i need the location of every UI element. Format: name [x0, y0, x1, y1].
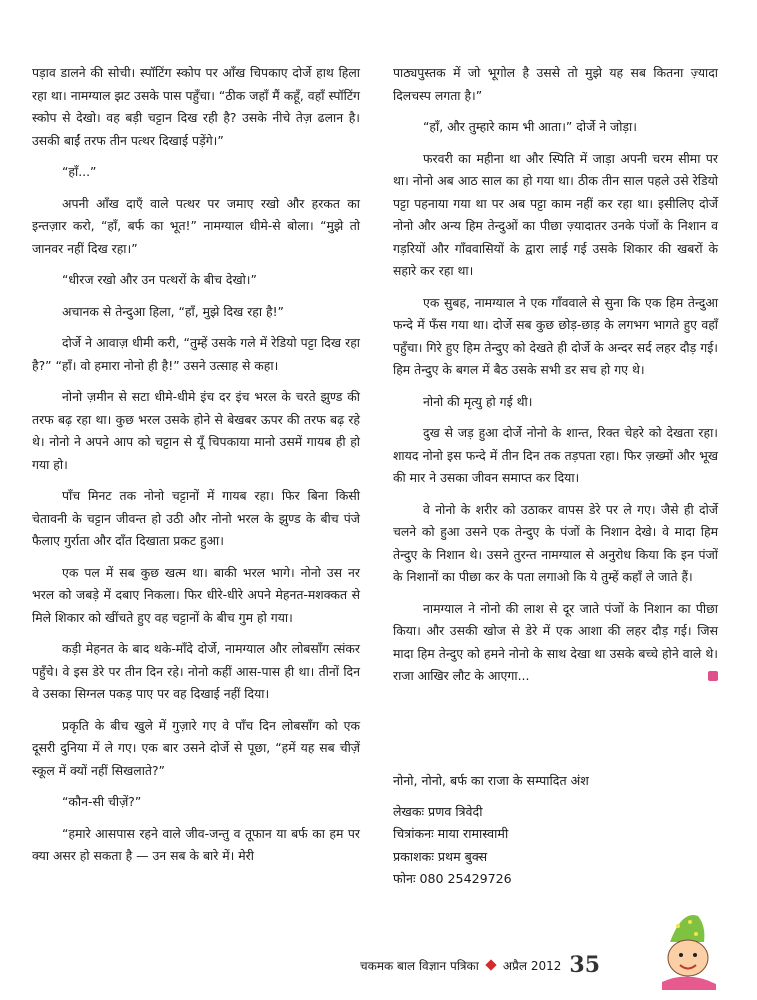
- paragraph: नोनो ज़मीन से सटा धीमे-धीमे इंच दर इंच भरल के चरते झुण्ड की तरफ बढ़ रहा था। कुछ भरल उसके होने से बेखबर ऊपर की तरफ बढ़ रहे थे। नोनो ने अपने आप को चट्टान से यूँ चिपकाया मानो उसमें गायब ही हो गया हो।: [32, 389, 360, 472]
- page-number: 35: [569, 952, 601, 978]
- diamond-icon: [485, 959, 496, 970]
- paragraph: “हाँ...”: [62, 164, 97, 179]
- end-of-article-icon: [708, 671, 718, 681]
- paragraph: “हमारे आसपास रहने वाले जीव-जन्तु व तूफान या बर्फ का हम पर क्या असर हो सकता है — उन सब के बारे में। मेरी: [32, 825, 360, 863]
- paragraph: “हाँ, और तुम्हारे काम भी आता।” दोर्जे ने जोड़ा।: [423, 119, 637, 134]
- credits-author: लेखकः प्रणव त्रिवेदी: [393, 803, 483, 819]
- credits-title: नोनो, नोनो, बर्फ का राजा के सम्पादित अंश: [393, 773, 589, 788]
- paragraph: अचानक से तेन्दुआ हिला, “हाँ, मुझे दिख रहा है!”: [62, 303, 284, 319]
- paragraph: “धीरज रखो और उन पत्थरों के बीच देखो।”: [62, 272, 257, 287]
- paragraph: दुख से जड़ हुआ दोर्जे नोनो के शान्त, रिक्त चेहरे को देखता रहा। शायद नोनो इस फन्दे में तीन दिन तक तड़पता रहा। फिर ज़ख्मों और भूख की मार ने उसका जीवन समाप्त कर दिया।: [393, 425, 718, 485]
- paragraph-final: [393, 598, 718, 688]
- paragraph: एक सुबह, नामग्याल ने एक गाँववाले से सुना कि एक हिम तेन्दुआ फन्दे में फँस गया था। दोर्जे सब कुछ छोड़-छाड़ के लगभग भागते हुए वहाँ पहुँचा। गिरे हुए हिम तेन्दुए को देखते ही दोर्जे के अन्दर सर्द लहर दौड़ गई। हिम तेन्दुए के बगल में बैठ उसके सभी डर सच हो गए थे।: [393, 294, 718, 377]
- paragraph: प्रकृति के बीच खुले में गुज़ारे गए वे पाँच दिन लोबसाँग को एक दूसरी दुनिया में ले गए। एक बार उसने दोर्जे से पूछा, “हमें यह सब चीज़ें स्कूल में क्यों नहीं सिखलाते?”: [32, 717, 360, 778]
- issue-date: अप्रैल 2012: [502, 958, 562, 973]
- page-footer: [360, 950, 650, 980]
- credits-publisher: प्रकाशकः प्रथम बुक्स: [393, 848, 488, 864]
- paragraph: पाँच मिनट तक नोनो चट्टानों में गायब रहा। फिर बिना किसी चेतावनी के चट्टान जीवन्त हो उठी और नोनो भरल के झुण्ड के बीच पंजे फैलाए गुर्राता और दाँत दिखाता प्रकट हुआ।: [32, 488, 360, 548]
- paragraph: अपनी आँख दाएँ वाले पत्थर पर जमाए रखो और हरकत का इन्तज़ार करो, “हाँ, बर्फ का भूत!” नामग्याल धीमे-से बोला। “मुझे तो जानवर नहीं दिख रहा।”: [32, 195, 360, 256]
- credits-phone: फोनः 080 25429726: [393, 871, 512, 886]
- right-text-column: [393, 62, 718, 697]
- paragraph: वे नोनो के शरीर को उठाकर वापस डेरे पर ले गए। जैसे ही दोर्जे चलने को हुआ उसने एक तेन्दुए के पंजों के निशान देखे। वे मादा हिम तेन्दुए के निशान थे। उसने तुरन्त नामग्याल से अनुरोध किया कि इन पंजों के निशानों का पीछा कर के पता लगाओ कि ये तुम्हें कहाँ ले जाते हैं।: [393, 501, 718, 584]
- paragraph: एक पल में सब कुछ खत्म था। बाकी भरल भागे। नोनो उस नर भरल को जबड़े में दबाए निकला। फिर धीरे-धीरे अपने मेहनत-मशक्कत से मिले शिकार को खींचते हुए वह चट्टानों के बीच गुम हो गया।: [32, 564, 360, 625]
- paragraph: कड़ी मेहनत के बाद थके-माँदे दोर्जे, नामग्याल और लोबसाँग त्संकर पहुँचे। वे इस डेरे पर तीन दिन रहे। नोनो कहीं आस-पास ही था। तीनों दिन वे उसका सिग्नल पकड़ पाए पर वह दिखाई नहीं दिया।: [32, 641, 360, 701]
- credits-block: [393, 770, 723, 891]
- paragraph: नोनो की मृत्यु हो गई थी।: [423, 393, 533, 409]
- paragraph-final-text: नामग्याल ने नोनो की लाश से दूर जाते पंजों के निशान का पीछा किया। और उसकी खोज से डेरे में एक आशा की लहर दौड़ गई। जिस मादा हिम तेन्दुए को हमने नोनो के साथ देखा था उसके बच्चे होने वाले थे। राजा आखिर लौट के आएगा...: [393, 600, 718, 683]
- paragraph: पाठ्यपुस्तक में जो भूगोल है उससे तो मुझे यह सब कितना ज़्यादा दिलचस्प लगता है।”: [393, 65, 718, 103]
- left-text-column: [32, 62, 360, 877]
- paragraph: दोर्जे ने आवाज़ धीमी करी, “तुम्हें उसके गले में रेडियो पट्टा दिख रहा है?” “हाँ। वो हमारा नोनो ही है!” उसने उत्साह से कहा।: [32, 335, 360, 373]
- mascot-icon: [650, 908, 730, 990]
- magazine-name: चकमक बाल विज्ञान पत्रिका: [360, 958, 479, 973]
- paragraph: पड़ाव डालने की सोची। स्पॉटिंग स्कोप पर आँख चिपकाए दोर्जे हाथ हिला रहा था। नामग्याल झट उसके पास पहुँचा। “ठीक जहाँ मैं कहूँ, वहाँ स्पॉटिंग स्कोप से देखो। वह बड़ी चट्टान दिख रही है? उसके नीचे तेज़ ढलान है। उसकी बाईं तरफ तीन पत्थर दिखाई पड़ेंगे।”: [32, 65, 360, 148]
- paragraph: फरवरी का महीना था और स्पिति में जाड़ा अपनी चरम सीमा पर था। नोनो अब आठ साल का हो गया था। ठीक तीन साल पहले उसे रेडियो पट्टा पहनाया गया था पर अब पट्टा काम नहीं कर रहा था। इसीलिए दोर्जे नोनो और अन्य हिम तेन्दुओं का पीछा ज़्यादातर उनके पंजों के निशान व गड़रियों और गाँववासियों के द्वारा लाई गई उसके शिकार की खबरों के सहारे कर रहा था।: [393, 150, 718, 278]
- paragraph: “कौन-सी चीज़ें?”: [62, 794, 142, 809]
- credits-illustrator: चित्रांकनः माया रामास्वामी: [393, 826, 509, 841]
